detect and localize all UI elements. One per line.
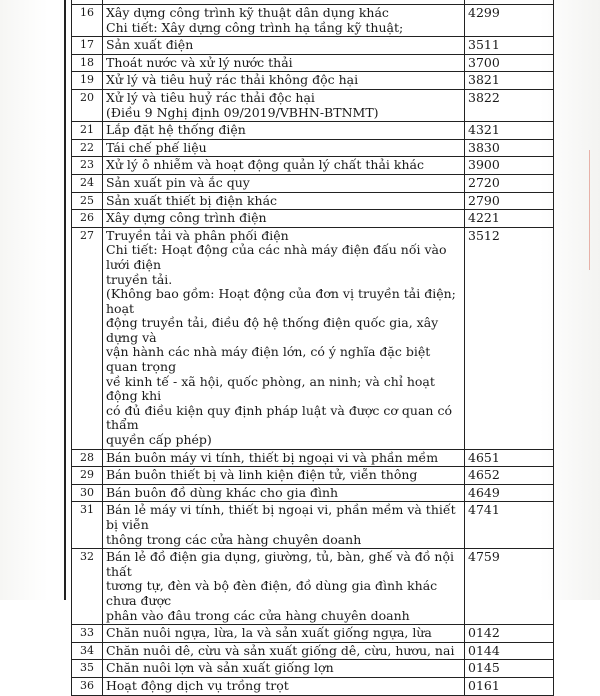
industry-code: 3512 [465, 227, 554, 449]
industry-code: 2720 [465, 174, 554, 192]
table-row [72, 122, 554, 140]
table-row [72, 210, 554, 228]
business-line-text: Hoạt động dịch vụ trồng trọt [106, 677, 289, 693]
business-line-text: truyền tải. [106, 271, 173, 287]
industry-code: 4321 [465, 122, 554, 140]
business-line-text: Bán buôn thiết bị và linh kiện điện tử, viễn thông [106, 467, 418, 483]
industry-code: 0161 [465, 677, 554, 695]
table-row [72, 89, 554, 121]
table-row [72, 660, 554, 678]
business-line-text: Xây dựng công trình điện [106, 210, 267, 226]
industry-code: 4649 [465, 484, 554, 502]
business-line-name [103, 625, 465, 643]
business-line-name [103, 227, 465, 449]
row-number: 28 [72, 449, 103, 467]
business-lines-table [71, 0, 554, 696]
table-row [72, 37, 554, 55]
industry-code: 2790 [465, 192, 554, 210]
page-margin-rule [64, 0, 66, 600]
business-line-text: Bán buôn đồ dùng khác cho gia đình [106, 484, 339, 500]
row-number: 29 [72, 467, 103, 485]
industry-code: 4221 [465, 210, 554, 228]
row-number: 24 [72, 174, 103, 192]
business-line-text: Bán lẻ máy vi tính, thiết bị ngoại vi, phần mềm và thiết bị viễn [106, 502, 456, 532]
table-row [72, 625, 554, 643]
table-row [72, 72, 554, 90]
table-row [72, 157, 554, 175]
table-row [72, 502, 554, 549]
business-line-text: Xử lý và tiêu huỷ rác thải độc hại [106, 89, 315, 105]
business-line-text: Chi tiết: Hoạt động của các nhà máy điện đấu nối vào lưới điện [106, 242, 447, 272]
row-number: 16 [72, 5, 103, 37]
business-line-text: động truyền tải, điều độ hệ thống điện quốc gia, xây dựng và [106, 315, 439, 345]
industry-code: 3511 [465, 37, 554, 55]
business-line-name [103, 449, 465, 467]
business-line-text: (Không bao gồm: Hoạt động của đơn vị truyền tải điện; hoạt [106, 286, 456, 316]
business-line-text: Truyền tải và phân phối điện [106, 227, 289, 243]
row-number: 27 [72, 227, 103, 449]
business-line-text: (Điều 9 Nghị định 09/2019/VBHN-BTNMT) [106, 104, 379, 120]
row-number: 31 [72, 502, 103, 549]
business-line-name [103, 677, 465, 695]
business-line-name [103, 502, 465, 549]
row-number: 18 [72, 54, 103, 72]
row-number: 35 [72, 660, 103, 678]
business-line-text: Bán buôn máy vi tính, thiết bị ngoại vi và phần mềm [106, 449, 439, 465]
business-line-text: Bán lẻ đồ điện gia dụng, giường, tủ, bàn, ghế và đồ nội thất [106, 549, 454, 579]
business-line-name [103, 660, 465, 678]
business-line-text: Lắp đặt hệ thống điện [106, 122, 246, 138]
business-line-text: Xử lý và tiêu huỷ rác thải không độc hại [106, 72, 359, 88]
business-line-name [103, 642, 465, 660]
table-row [72, 484, 554, 502]
table-row [72, 174, 554, 192]
industry-code: 4759 [465, 549, 554, 625]
business-line-name [103, 157, 465, 175]
business-line-name [103, 5, 465, 37]
industry-code: 3830 [465, 139, 554, 157]
business-line-text: Chăn nuôi dê, cừu và sản xuất giống dê, cừu, hươu, nai [106, 642, 455, 658]
business-line-text: Chăn nuôi ngựa, lừa, la và sản xuất giống ngựa, lừa [106, 625, 432, 641]
table-row [72, 467, 554, 485]
table-row [72, 192, 554, 210]
row-number: 32 [72, 549, 103, 625]
industry-code: 0145 [465, 660, 554, 678]
row-number: 20 [72, 89, 103, 121]
industry-code: 3700 [465, 54, 554, 72]
business-line-text: Thoát nước và xử lý nước thải [106, 54, 293, 70]
business-line-text: quyền cấp phép) [106, 432, 212, 448]
business-line-name [103, 122, 465, 140]
business-line-text: về kinh tế - xã hội, quốc phòng, an ninh; và chỉ hoạt động khi [106, 373, 435, 404]
business-line-name [103, 174, 465, 192]
business-line-text: thông trong các cửa hàng chuyên doanh [106, 531, 362, 547]
row-number: 17 [72, 37, 103, 55]
table-row [72, 5, 554, 37]
industry-code: 0142 [465, 625, 554, 643]
business-line-name [103, 72, 465, 90]
business-line-name [103, 54, 465, 72]
business-line-name [103, 467, 465, 485]
table-row [72, 139, 554, 157]
row-number: 19 [72, 72, 103, 90]
industry-code: 4741 [465, 502, 554, 549]
business-line-name [103, 37, 465, 55]
row-number: 25 [72, 192, 103, 210]
business-line-text: Sản xuất thiết bị điện khác [106, 192, 278, 208]
table-row [72, 642, 554, 660]
table-row [72, 227, 554, 449]
business-line-text: Xử lý ô nhiễm và hoạt động quản lý chất thải khác [106, 157, 424, 173]
industry-code: 0144 [465, 642, 554, 660]
business-line-name [103, 192, 465, 210]
business-line-text: tương tự, đèn và bộ đèn điện, đồ dùng gia đình khác chưa được [106, 578, 438, 608]
row-number: 33 [72, 625, 103, 643]
row-number: 21 [72, 122, 103, 140]
business-line-name [103, 89, 465, 121]
business-line-text: Xây dựng công trình kỹ thuật dân dụng khác [106, 5, 389, 20]
industry-code: 3822 [465, 89, 554, 121]
business-line-text: Tái chế phế liệu [106, 139, 207, 155]
row-number: 22 [72, 139, 103, 157]
row-number: 30 [72, 484, 103, 502]
table-row [72, 54, 554, 72]
industry-code: 4652 [465, 467, 554, 485]
row-number: 36 [72, 677, 103, 695]
business-line-name [103, 139, 465, 157]
business-line-text: có đủ điều kiện quy định pháp luật và được cơ quan có thẩm [106, 402, 452, 433]
table-row [72, 677, 554, 695]
row-number: 23 [72, 157, 103, 175]
table-row [72, 449, 554, 467]
business-line-name [103, 549, 465, 625]
business-line-text: phân vào đâu trong các cửa hàng chuyên doanh [106, 607, 410, 623]
stamp-edge-mark [589, 150, 600, 270]
business-line-text: vận hành các nhà máy điện lớn, có ý nghĩa đặc biệt quan trọng [106, 344, 431, 375]
industry-code: 4651 [465, 449, 554, 467]
business-line-text: Sản xuất pin và ắc quy [106, 174, 250, 190]
table-row [72, 549, 554, 625]
business-line-text: Sản xuất điện [106, 37, 194, 53]
business-line-text: Chi tiết: Xây dựng công trình hạ tầng kỹ thuật; [106, 19, 404, 35]
industry-code: 3821 [465, 72, 554, 90]
business-line-text: Chăn nuôi lợn và sản xuất giống lợn [106, 660, 334, 676]
business-lines-table-body [72, 0, 554, 695]
business-line-name [103, 210, 465, 228]
row-number: 26 [72, 210, 103, 228]
business-line-name [103, 484, 465, 502]
industry-code: 3900 [465, 157, 554, 175]
row-number: 34 [72, 642, 103, 660]
industry-code: 4299 [465, 5, 554, 37]
